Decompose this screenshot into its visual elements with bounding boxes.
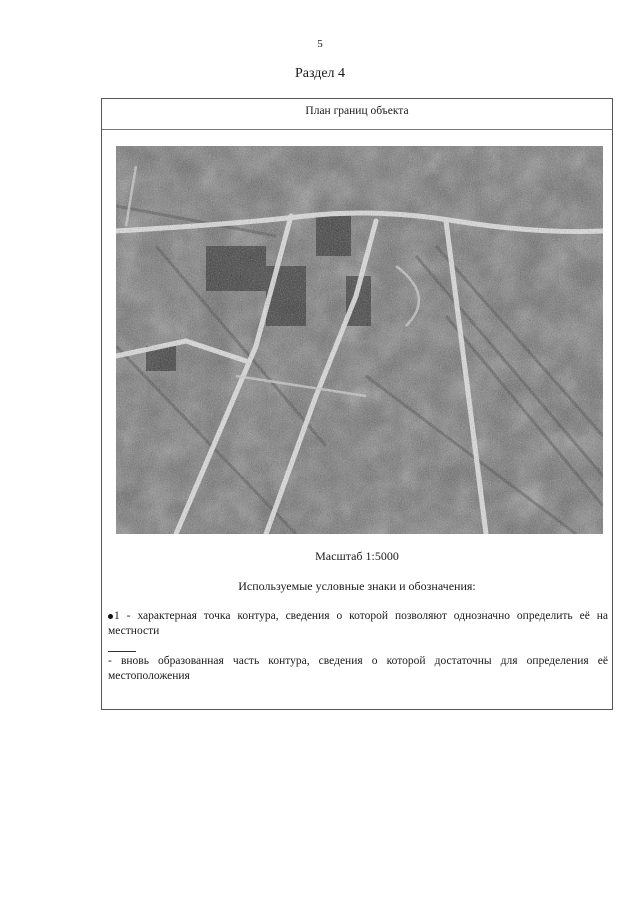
scale-label: Масштаб 1:5000 xyxy=(315,549,399,563)
page-number: 5 xyxy=(317,38,323,50)
contour-line-icon xyxy=(108,651,136,652)
point-marker-icon xyxy=(108,614,113,619)
legend-line-text: - вновь образованная часть контура, сведения о которой достаточны для определения её местоположения xyxy=(108,655,608,682)
section-title: Раздел 4 xyxy=(294,66,346,81)
point-marker-label: 1 xyxy=(114,610,120,622)
plan-frame xyxy=(101,98,613,710)
legend-point-text: - характерная точка контура, сведения о которой позволяют однозначно определить её на местности xyxy=(108,610,608,637)
legend-item-point xyxy=(108,609,608,639)
satellite-map-image xyxy=(116,146,603,534)
legend-item-line xyxy=(108,651,608,684)
legend-title: Используемые условные знаки и обозначения: xyxy=(238,579,476,593)
plan-header: План границ объекта xyxy=(102,99,612,130)
